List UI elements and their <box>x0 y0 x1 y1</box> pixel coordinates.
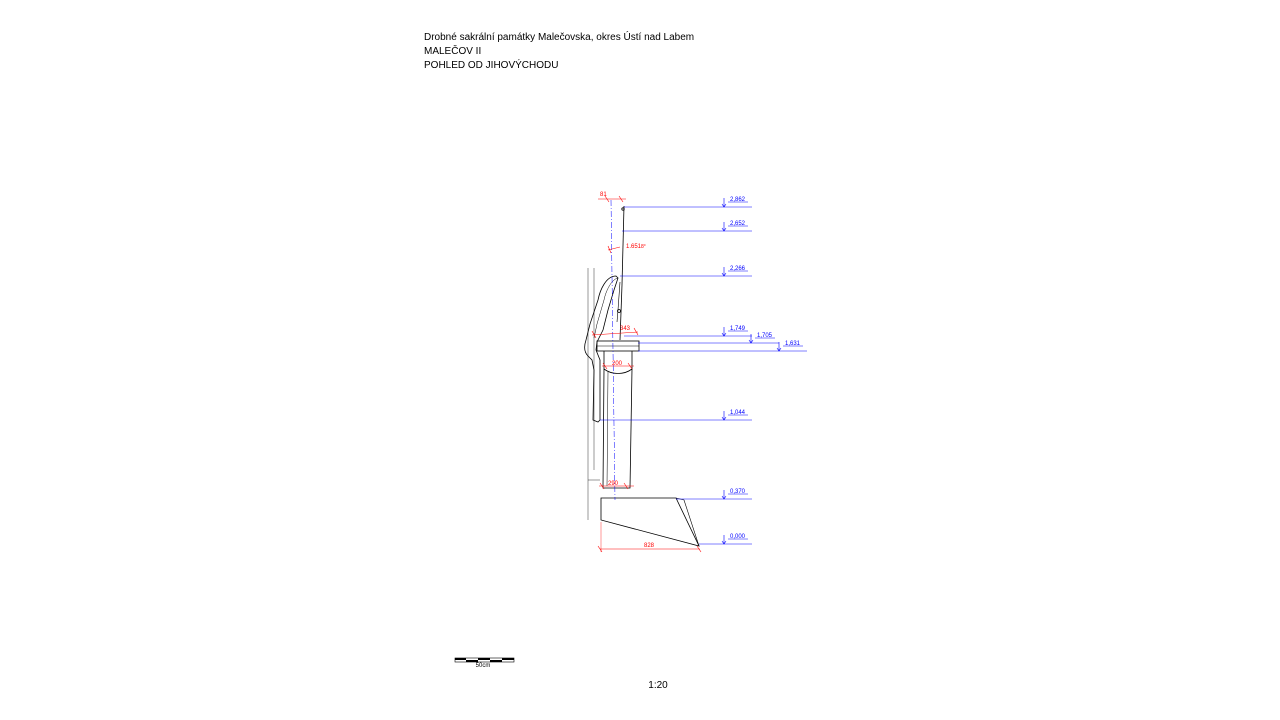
elevation-label: 1,705 <box>757 333 773 339</box>
elevation-marker <box>722 411 726 420</box>
cross-finial <box>622 208 624 210</box>
dim-cap-width: 343 <box>620 326 631 332</box>
drawing-scale: 1:20 <box>648 680 668 691</box>
dimension-lines <box>592 196 701 552</box>
elevation-label: 0,370 <box>730 489 746 495</box>
elevation-marker <box>722 535 726 544</box>
scale-bar <box>455 658 514 662</box>
elevation-marker <box>722 198 726 207</box>
elevation-label: 1,631 <box>785 341 801 347</box>
elevation-marker <box>722 327 726 336</box>
dim-shaft-lower: 290 <box>608 481 619 487</box>
monument-outline <box>585 206 699 546</box>
elevation-marks <box>722 197 803 544</box>
elevation-label: 2,266 <box>730 266 746 272</box>
scalebar-label: 50cm <box>475 663 491 669</box>
view-name: POHLED OD JIHOVÝCHODU <box>424 60 559 71</box>
elevation-marker <box>777 342 781 351</box>
elevation-marker <box>722 267 726 276</box>
dim-angle: 1.6518° <box>626 244 646 250</box>
elevation-marker <box>722 222 726 231</box>
project-title: Drobné sakrální památky Malečovska, okres Ústí nad Labem <box>424 32 695 43</box>
elevation-lines <box>600 207 807 544</box>
dimension-labels <box>600 192 655 549</box>
elevation-label: 2,652 <box>730 221 746 227</box>
figure-inner-line <box>594 278 618 338</box>
elevation-marker <box>722 490 726 499</box>
elevation-label: 0,000 <box>730 534 746 540</box>
dim-top-offset: 81 <box>600 192 607 198</box>
cross-post <box>622 206 624 285</box>
elevation-marker <box>749 334 753 343</box>
figure-side-outline <box>585 276 618 422</box>
dim-base-width: 828 <box>644 543 655 549</box>
elevation-label: 1,749 <box>730 326 746 332</box>
object-name: MALEČOV II <box>424 46 482 57</box>
elevation-label: 2,862 <box>730 197 746 203</box>
center-axis <box>611 200 615 500</box>
elevation-label: 1,044 <box>730 410 746 416</box>
dim-shaft-upper: 200 <box>612 361 623 367</box>
base-block <box>601 498 699 546</box>
